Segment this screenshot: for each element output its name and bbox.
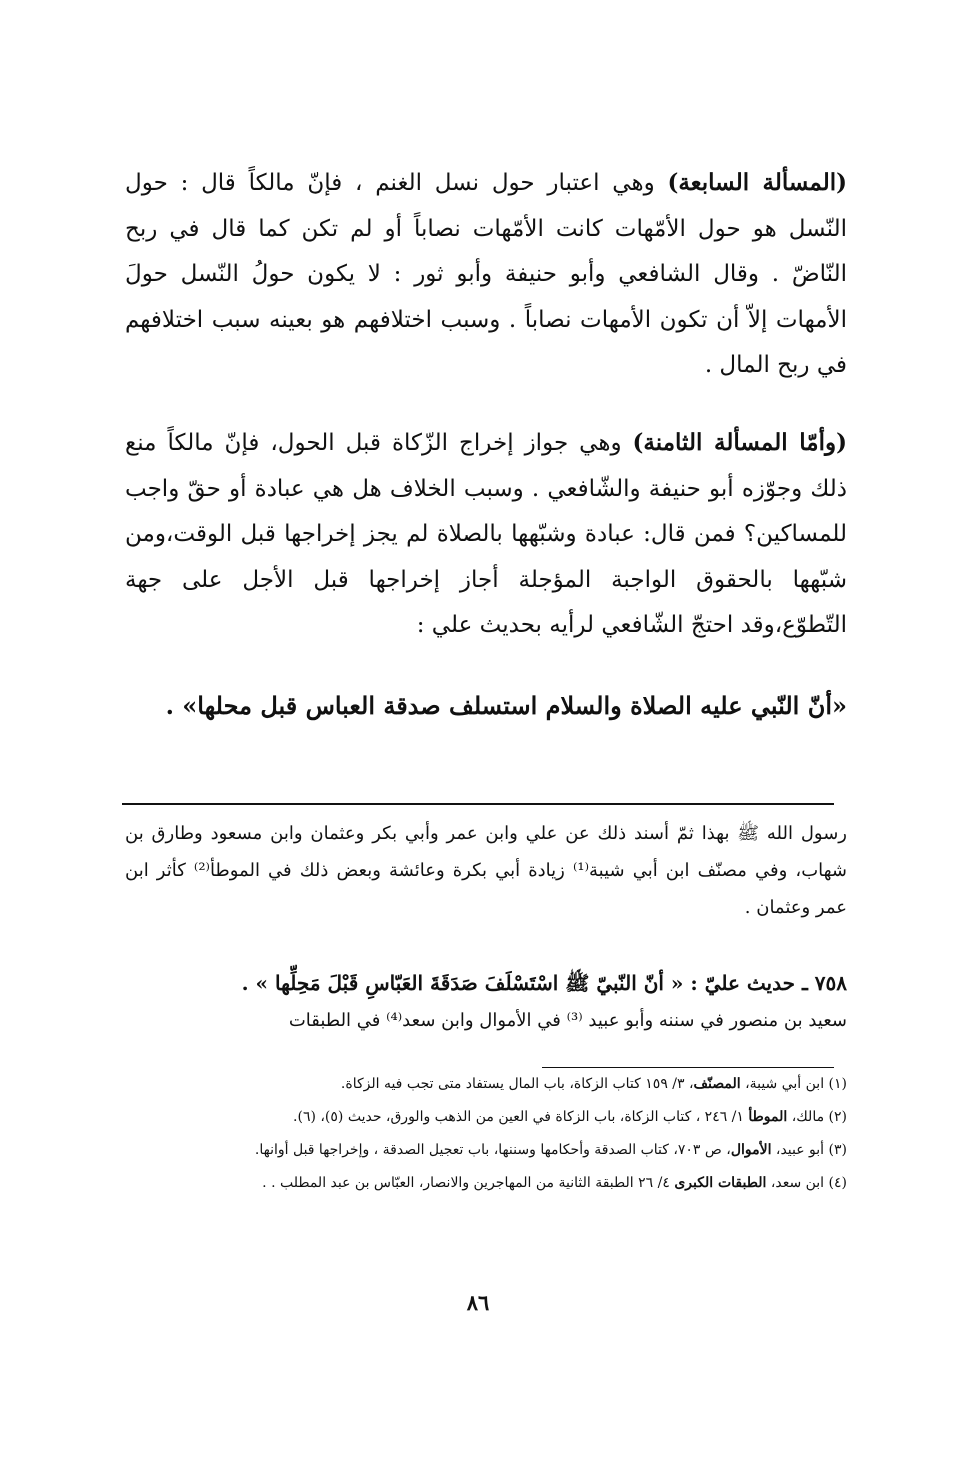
footnote-item [125,1169,847,1197]
footnote-text: أبو عبيد، [771,1142,829,1158]
issue-title: (المسألة السابعة) [667,169,847,196]
footnote-book-title: الأموال [730,1142,772,1158]
paragraph-eighth-issue [125,420,847,649]
issue-title: (وأمّا المسألة الثامنة) [632,429,847,456]
footnote-number: (٤) [828,1175,847,1191]
paragraph-text: وهي جواز إخراج الزّكاة قبل الحول، فإنّ مالكاً منع ذلك وجوّزه أبو حنيفة والشّافعي . وسبب الخلاف هل هي عبادة أو حقّ واجب للمساكين؟ فمن قال: عبادة وشبّهها بالصلاة لم يجز إخراجها قبل الوقت،ومن شبّهها بالحقوق الواجبة المؤجلة أجاز إخراجها قبل الأجل على جهة التّطوّع،وقد احتجّ الشّافعي لرأيه بحديث علي : [125,430,847,638]
section-divider [122,803,834,805]
hadith-heading: ٧٥٨ ـ حديث عليّ : « أنّ النّبيّ ﷺ اسْتَسْلَفَ صَدَقَةَ العَبّاسِ قَبْلَ مَحِلِّها » . [241,971,847,995]
paragraph-text: وهي اعتبار حول نسل الغنم ، فإنّ مالكاً قال : حول النّسل هو حول الأمّهات كانت الأمّهات نصاباً أو لم تكن كما قال في ربح النّاضّ . وقال الشافعي وأبو حنيفة وأبو ثور : لا يكون حولُ النّسل حولَ الأمهات إلاّ أن تكون الأمهات نصاباً . وسبب اختلافهم هو بعينه سبب اختلافهم في ربح المال . [125,170,847,378]
footnote-number: (٢) [828,1109,847,1125]
footnote-text: ، ٣/ ١٥٩ كتاب الزكاة، باب المال يستفاد متى تجب فيه الزكاة. [340,1076,694,1092]
footnote-text: ابن أبي شيبة، [740,1076,829,1092]
commentary-text: سعيد بن منصور في سننه وأبو عبيد ⁽³⁾ في الأموال وابن سعد⁽⁴⁾ في الطبقات [288,1010,847,1031]
footnote-divider [542,1067,834,1068]
footnote-text: مالك، [787,1109,829,1125]
hadith-text: «أنّ النّبي عليه الصلاة والسلام استسلف صدقة العباس قبل محلها» . [165,691,847,720]
footnote-item [125,1070,847,1098]
page-number: ٨٦ [466,1290,490,1315]
hadith-quote [125,683,847,728]
footnote-text: ٤/ ٢٦ الطبقة الثانية من المهاجرين والانصار، العبّاس بن عبد المطلب . . [262,1175,675,1191]
footnote-book-title: الطبقات الكبرى [674,1175,767,1191]
footnote-number: (١) [828,1076,847,1092]
footnotes [125,1070,847,1202]
footnote-item [125,1136,847,1164]
footnote-book-title: الموطأ [748,1109,788,1125]
footnote-book-title: المصنّف [693,1076,741,1092]
commentary-text: رسول الله ﷺ بهذا ثمّ أسند ذلك عن علي وابن عمر وأبي بكر وعثمان وابن مسعود وطارق بن شهاب، وفي مصنّف ابن أبي شيبة⁽¹⁾ زيادة أبي بكرة وعائشة وبعض ذلك في الموطأ⁽²⁾ كأثر ابن عمر وعثمان . [125,823,847,918]
footnote-text: ابن سعد، [766,1175,829,1191]
hadith-commentary-758 [125,965,847,1039]
paragraph-seventh-issue [125,160,847,389]
footnote-text: ، ص ٧٠٣، كتاب الصدقة وأحكامها وسننها، باب تعجيل الصدقة ، وإخراجها قبل أوانها. [254,1142,731,1158]
footnote-item [125,1103,847,1131]
footnote-number: (٣) [828,1142,847,1158]
commentary-paragraph [125,815,847,926]
footnote-text: ١/ ٢٤٦ ، كتاب الزكاة، باب الزكاة في العين من الذهب والورق، حديث (٥)، (٦). [293,1109,749,1125]
